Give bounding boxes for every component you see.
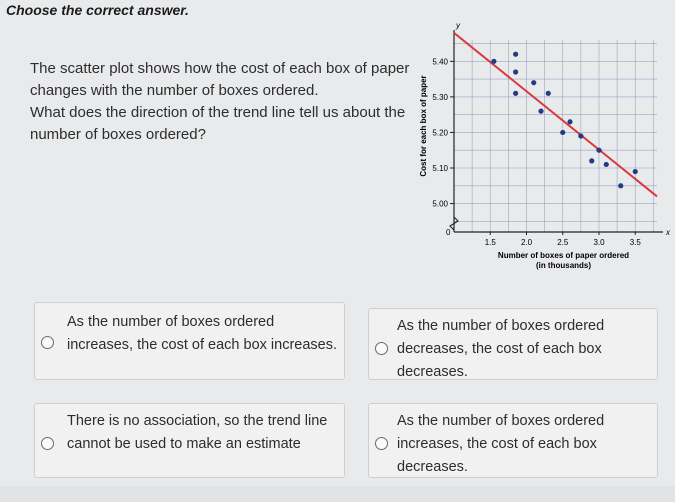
x-axis-label: Number of boxes of paper ordered <box>497 251 630 260</box>
y-axis-label: Cost for each box of paper <box>419 75 428 177</box>
data-point <box>567 119 572 124</box>
option-c-text: There is no association, so the trend line cannot be used to make an estimate <box>67 413 328 452</box>
x-tick-label: 2.0 <box>520 238 533 247</box>
answer-option-c[interactable] <box>34 403 345 478</box>
answer-option-d[interactable] <box>368 403 658 478</box>
x-axis-letter: x <box>666 228 670 237</box>
question-line-1: The scatter plot shows how the cost of each box of paper changes with the number of boxes ordered. <box>30 60 410 99</box>
radio-button-icon[interactable] <box>375 342 388 355</box>
data-point <box>531 80 536 85</box>
option-a-text: As the number of boxes ordered increases, the cost of each box increases. <box>67 314 338 353</box>
option-b-text: As the number of boxes ordered decreases, the cost of each box decreases. <box>397 318 605 380</box>
data-point <box>596 148 601 153</box>
y-tick-label: 5.00 <box>432 199 448 209</box>
data-point <box>578 133 583 138</box>
question-text <box>30 58 420 146</box>
option-d-text: As the number of boxes ordered increases, the cost of each box decreases. <box>397 413 605 475</box>
data-point <box>560 130 565 135</box>
data-point <box>546 91 551 96</box>
x-tick-label: 1.5 <box>484 238 496 247</box>
radio-button-icon[interactable] <box>41 437 54 450</box>
x-tick-label: 3.0 <box>593 238 605 247</box>
page-footer-band <box>0 486 675 502</box>
answer-option-b[interactable] <box>368 308 658 380</box>
instruction-heading: Choose the correct answer. <box>6 2 189 18</box>
data-point <box>618 183 623 188</box>
x-tick-label: 3.5 <box>629 238 641 247</box>
data-point <box>538 109 543 114</box>
y-tick-label: 5.30 <box>432 92 448 102</box>
data-point <box>604 162 609 167</box>
data-point <box>491 59 496 64</box>
y-tick-label: 5.10 <box>432 164 448 173</box>
x-axis-sublabel: (in thousands) <box>535 261 592 270</box>
data-point <box>513 91 518 96</box>
data-point <box>633 169 638 174</box>
x-tick-label: 2.5 <box>557 238 569 247</box>
radio-button-icon[interactable] <box>41 336 54 349</box>
data-point <box>513 52 518 57</box>
data-point <box>513 69 518 74</box>
origin-label: 0 <box>446 228 451 237</box>
y-tick-label: 5.20 <box>432 128 448 138</box>
y-tick-label: 5.40 <box>432 57 448 67</box>
radio-button-icon[interactable] <box>375 437 388 450</box>
answer-option-a[interactable] <box>34 302 345 380</box>
data-point <box>589 158 594 163</box>
y-axis-letter: y <box>456 21 460 30</box>
question-line-2: What does the direction of the trend line tell us about the number of boxes ordered? <box>30 104 406 143</box>
scatter-plot <box>412 20 672 295</box>
